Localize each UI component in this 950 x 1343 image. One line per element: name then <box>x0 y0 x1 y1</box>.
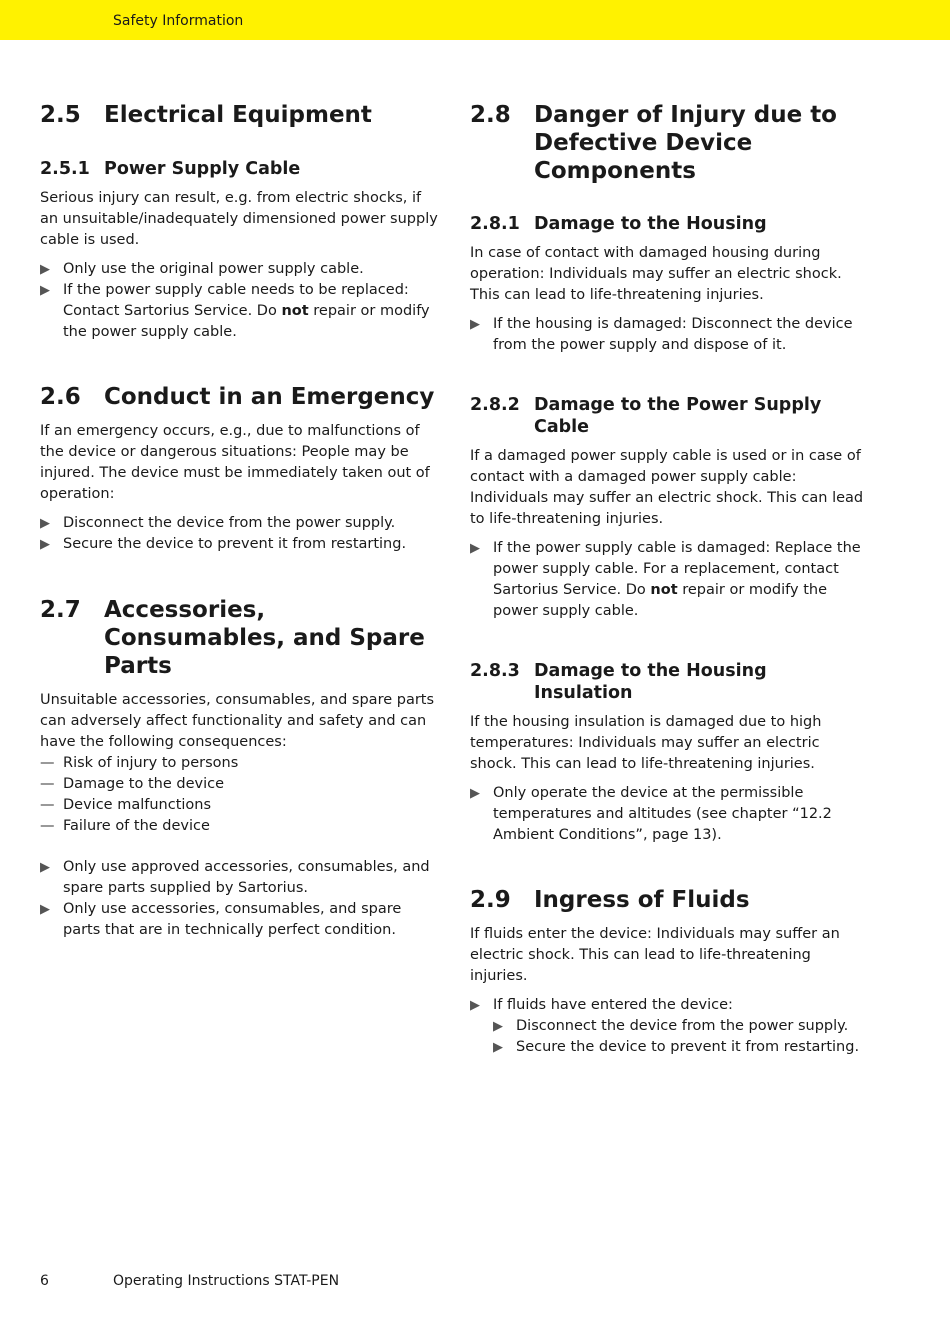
list-item <box>40 857 440 899</box>
footer-document-title: Operating Instructions STAT-PEN <box>113 1273 340 1289</box>
dash-list <box>40 753 440 837</box>
section-title: Conduct in an Emergency <box>104 384 435 410</box>
paragraph: Serious injury can result, e.g. from electric shocks, if an unsuitable/inadequately dimensioned power supply cable is used. <box>40 190 438 248</box>
subsection-title: Damage to the Power Supply Cable <box>534 395 822 437</box>
triangle-bullet-icon: ▶ <box>493 1019 503 1034</box>
subsection-title: Power Supply Cable <box>104 159 301 179</box>
list-item-text: Disconnect the device from the power supply. <box>516 1018 849 1034</box>
triangle-bullet-icon: ▶ <box>40 516 50 531</box>
list-item-text: If the housing is damaged: Disconnect the device from the power supply and dispose of it. <box>493 316 853 353</box>
subsection-heading-2-8-2 <box>470 394 870 438</box>
triangle-bullet-icon: ▶ <box>493 1040 503 1055</box>
bullet-list <box>470 538 870 622</box>
list-item-text: Only operate the device at the permissible temperatures and altitudes (see chapter “12.2 Ambient Conditions”, page 13). <box>493 785 832 843</box>
subsection-number: 2.8.3 <box>470 661 520 681</box>
paragraph: If fluids enter the device: Individuals may suffer an electric shock. This can lead to life-threatening injuries. <box>470 926 840 984</box>
emphasis: not <box>281 303 309 319</box>
paragraph: Unsuitable accessories, consumables, and spare parts can adversely affect functionality and safety and can have the following consequences: <box>40 692 435 750</box>
list-item <box>470 995 870 1016</box>
triangle-bullet-icon: ▶ <box>470 541 480 556</box>
bullet-list <box>40 513 440 555</box>
section-heading-2-6 <box>40 383 440 411</box>
header-section-title: Safety Information <box>113 13 244 29</box>
list-item <box>40 280 440 343</box>
paragraph: In case of contact with damaged housing during operation: Individuals may suffer an electric shock. This can lead to life-threatening injuries. <box>470 245 842 303</box>
list-item-text: If the power supply cable needs to be replaced: Contact Sartorius Service. Do not repair or modify the power supply cable. <box>63 282 430 340</box>
list-item <box>40 774 440 795</box>
subsection-number: 2.8.2 <box>470 395 520 415</box>
list-item-text: If the power supply cable is damaged: Replace the power supply cable. For a replacement, contact Sartorius Service. Do not repair or modify the power supply cable. <box>493 540 861 619</box>
bullet-list <box>40 857 440 941</box>
subsection-title: Damage to the Housing <box>534 214 767 234</box>
bullet-list <box>470 995 870 1016</box>
right-column <box>470 101 870 1058</box>
list-item <box>40 816 440 837</box>
section-title: Electrical Equipment <box>104 102 372 128</box>
triangle-bullet-icon: ▶ <box>470 786 480 801</box>
section-heading-2-5 <box>40 101 440 129</box>
paragraph: If the housing insulation is damaged due to high temperatures: Individuals may suffer an electric shock. This can lead to life-threatening injuries. <box>470 714 822 772</box>
list-item <box>470 314 870 356</box>
list-item <box>40 534 440 555</box>
section-title: Danger of Injury due to Defective Device Components <box>534 102 837 184</box>
list-item <box>40 513 440 534</box>
list-item-text: Secure the device to prevent it from restarting. <box>63 536 407 552</box>
list-item-text: Device malfunctions <box>63 797 212 813</box>
list-item-text: Risk of injury to persons <box>63 755 239 771</box>
triangle-bullet-icon: ▶ <box>470 998 480 1013</box>
nested-bullet-list <box>470 1016 870 1058</box>
triangle-bullet-icon: ▶ <box>470 317 480 332</box>
section-number: 2.6 <box>40 384 81 410</box>
section-heading-2-9 <box>470 886 870 914</box>
dash-marker: — <box>40 797 55 813</box>
triangle-bullet-icon: ▶ <box>40 537 50 552</box>
section-title: Accessories, Consumables, and Spare Parts <box>104 597 425 679</box>
bullet-list <box>470 314 870 356</box>
subsection-number: 2.5.1 <box>40 159 90 179</box>
triangle-bullet-icon: ▶ <box>40 902 50 917</box>
list-item <box>493 1037 870 1058</box>
list-item-text: Disconnect the device from the power supply. <box>63 515 396 531</box>
list-item <box>470 783 870 846</box>
bullet-list <box>470 783 870 846</box>
dash-marker: — <box>40 776 55 792</box>
paragraph: If an emergency occurs, e.g., due to malfunctions of the device or dangerous situations: People may be injured. The device must be immediately taken out of operation: <box>40 423 430 502</box>
subsection-title: Damage to the Housing Insulation <box>534 661 767 703</box>
list-item-text: If fluids have entered the device: <box>493 997 733 1013</box>
emphasis: not <box>650 582 678 598</box>
header-bar <box>0 0 950 40</box>
list-item <box>40 753 440 774</box>
list-item <box>470 538 870 622</box>
section-heading-2-8 <box>470 101 870 185</box>
dash-marker: — <box>40 755 55 771</box>
list-item-text: Only use approved accessories, consumables, and spare parts supplied by Sartorius. <box>63 859 430 896</box>
section-title: Ingress of Fluids <box>534 887 750 913</box>
list-item <box>40 259 440 280</box>
section-number: 2.9 <box>470 887 511 913</box>
list-item-text: Failure of the device <box>63 818 210 834</box>
triangle-bullet-icon: ▶ <box>40 283 50 298</box>
list-item <box>493 1016 870 1037</box>
section-number: 2.5 <box>40 102 81 128</box>
list-item <box>40 795 440 816</box>
section-number: 2.7 <box>40 597 81 623</box>
subsection-heading-2-5-1 <box>40 158 440 180</box>
subsection-heading-2-8-1 <box>470 213 870 235</box>
triangle-bullet-icon: ▶ <box>40 262 50 277</box>
list-item-text: Only use accessories, consumables, and spare parts that are in technically perfect condition. <box>63 901 402 938</box>
list-item-text: Damage to the device <box>63 776 224 792</box>
list-item-text: Only use the original power supply cable. <box>63 261 364 277</box>
paragraph: If a damaged power supply cable is used or in case of contact with a damaged power supply cable: Individuals may suffer an electric shock. This can lead to life-threatening injuries. <box>470 448 864 527</box>
list-item <box>40 899 440 941</box>
dash-marker: — <box>40 818 55 834</box>
page-number: 6 <box>40 1273 49 1289</box>
left-column <box>40 101 440 941</box>
triangle-bullet-icon: ▶ <box>40 860 50 875</box>
section-number: 2.8 <box>470 102 511 128</box>
bullet-list <box>40 259 440 343</box>
subsection-number: 2.8.1 <box>470 214 520 234</box>
list-item-text: Secure the device to prevent it from restarting. <box>516 1039 860 1055</box>
section-heading-2-7 <box>40 596 440 680</box>
subsection-heading-2-8-3 <box>470 660 870 704</box>
